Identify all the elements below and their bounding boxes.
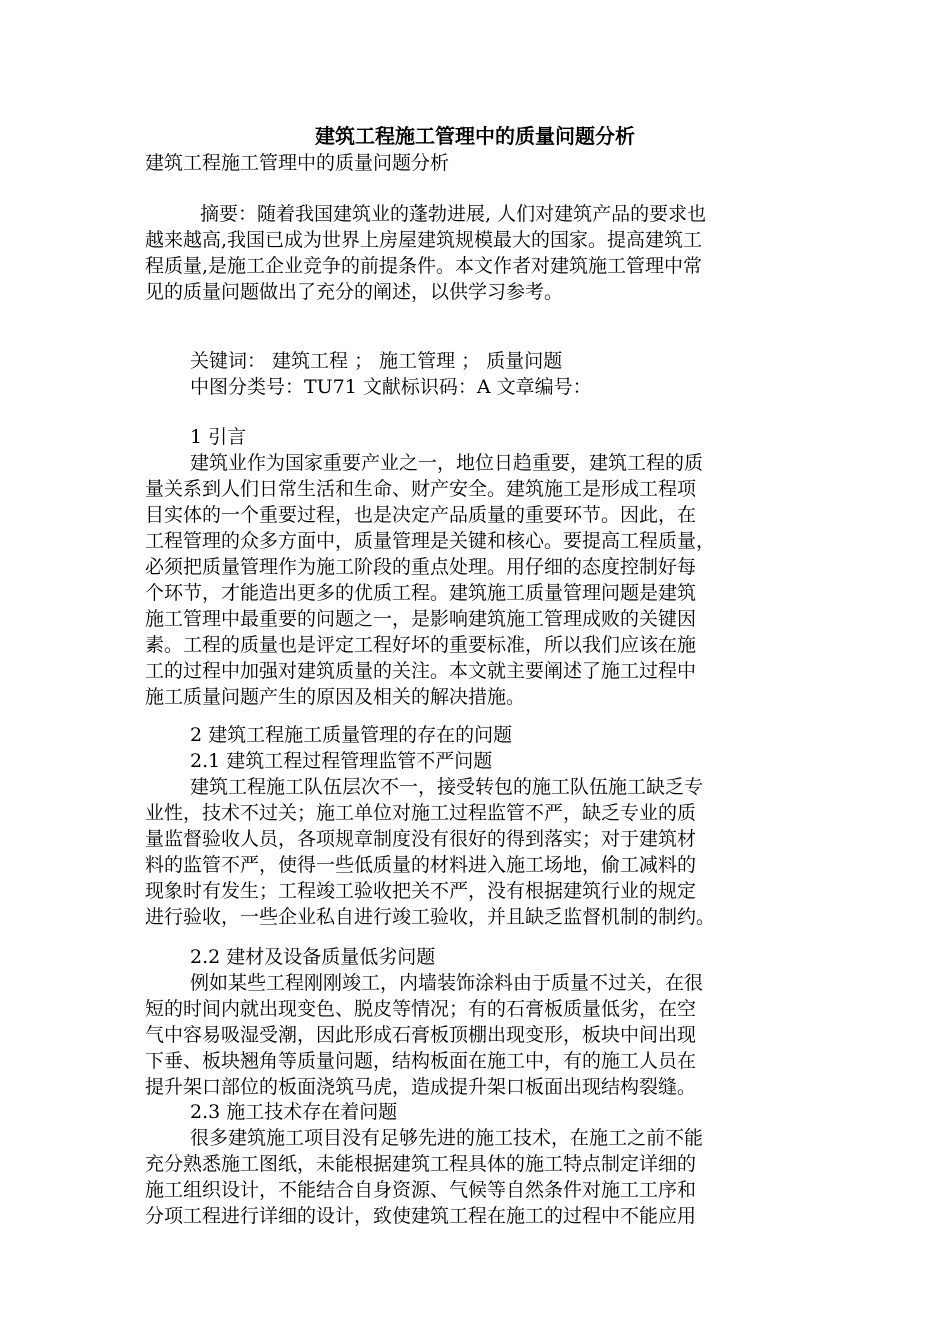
body-line: 气中容易吸湿受潮，因此形成石膏板顶棚出现变形，板块中间出现: [145, 1024, 697, 1046]
body-line: 工程管理的众多方面中，质量管理是关键和核心。要提高工程质量，: [145, 530, 716, 552]
body-line: 充分熟悉施工图纸，未能根据建筑工程具体的施工特点制定详细的: [145, 1153, 697, 1175]
body-line: 量监督验收人员，各项规章制度没有很好的得到落实；对于建筑材: [145, 828, 697, 850]
body-line: 施工质量问题产生的原因及相关的解决措施。: [145, 686, 526, 708]
body-line: 现象时有发生；工程竣工验收把关不严，没有根据建筑行业的规定: [145, 880, 697, 902]
body-line: 短的时间内就出现变色、脱皮等情况；有的石膏板质量低劣，在空: [145, 998, 697, 1020]
abstract-line: 程质量,是施工企业竞争的前提条件。本文作者对建筑施工管理中常: [145, 255, 703, 277]
body-line: 个环节，才能造出更多的优质工程。建筑施工质量管理问题是建筑: [145, 582, 697, 604]
subsection-heading: 2.2 建材及设备质量低劣问题: [190, 946, 436, 968]
body-line: 下垂、板块翘角等质量问题，结构板面在施工中，有的施工人员在: [145, 1050, 697, 1072]
body-line: 建筑业作为国家重要产业之一，地位日趋重要，建筑工程的质: [190, 452, 704, 474]
body-line: 施工组织设计，不能结合自身资源、气候等自然条件对施工工序和: [145, 1179, 697, 1201]
body-line: 施工管理中最重要的问题之一，是影响建筑施工管理成败的关键因: [145, 608, 697, 630]
section-heading: 1 引言: [190, 426, 247, 448]
body-line: 量关系到人们日常生活和生命、财产安全。建筑施工是形成工程项: [145, 478, 697, 500]
body-line: 提升架口部位的板面浇筑马虎，造成提升架口板面出现结构裂缝。: [145, 1076, 697, 1098]
classification-line: 中图分类号：TU71 文献标识码：A 文章编号：: [190, 376, 592, 398]
keywords-line: 关键词： 建筑工程 ； 施工管理 ； 质量问题: [190, 350, 563, 372]
body-line: 工的过程中加强对建筑质量的关注。本文就主要阐述了施工过程中: [145, 660, 697, 682]
subsection-heading: 2.3 施工技术存在着问题: [190, 1101, 398, 1123]
body-line: 目实体的一个重要过程，也是决定产品质量的重要环节。因此，在: [145, 504, 697, 526]
body-line: 例如某些工程刚刚竣工，内墙装饰涂料由于质量不过关，在很: [190, 972, 704, 994]
document-subtitle: 建筑工程施工管理中的质量问题分析: [145, 152, 450, 174]
section-heading: 2 建筑工程施工质量管理的存在的问题: [190, 724, 513, 746]
document-title: 建筑工程施工管理中的质量问题分析: [315, 124, 635, 148]
body-line: 建筑工程施工队伍层次不一，接受转包的施工队伍施工缺乏专: [190, 776, 704, 798]
abstract-line: 摘要：随着我国建筑业的蓬勃进展, 人们对建筑产品的要求也: [200, 203, 707, 225]
body-line: 进行验收，一些企业私自进行竣工验收，并且缺乏监督机制的制约。: [145, 906, 716, 928]
body-line: 业性，技术不过关；施工单位对施工过程监管不严，缺乏专业的质: [145, 802, 697, 824]
body-line: 很多建筑施工项目没有足够先进的施工技术，在施工之前不能: [190, 1127, 704, 1149]
abstract-line: 见的质量问题做出了充分的阐述，以供学习参考。: [145, 281, 564, 303]
body-line: 分项工程进行详细的设计，致使建筑工程在施工的过程中不能应用: [145, 1205, 697, 1227]
abstract-line: 越来越高,我国已成为世界上房屋建筑规模最大的国家。提高建筑工: [145, 229, 703, 251]
body-line: 素。工程的质量也是评定工程好坏的重要标准，所以我们应该在施: [145, 634, 697, 656]
body-line: 必须把质量管理作为施工阶段的重点处理。用仔细的态度控制好每: [145, 556, 697, 578]
subsection-heading: 2.1 建筑工程过程管理监管不严问题: [190, 750, 493, 772]
body-line: 料的监管不严，使得一些低质量的材料进入施工场地，偷工减料的: [145, 854, 697, 876]
